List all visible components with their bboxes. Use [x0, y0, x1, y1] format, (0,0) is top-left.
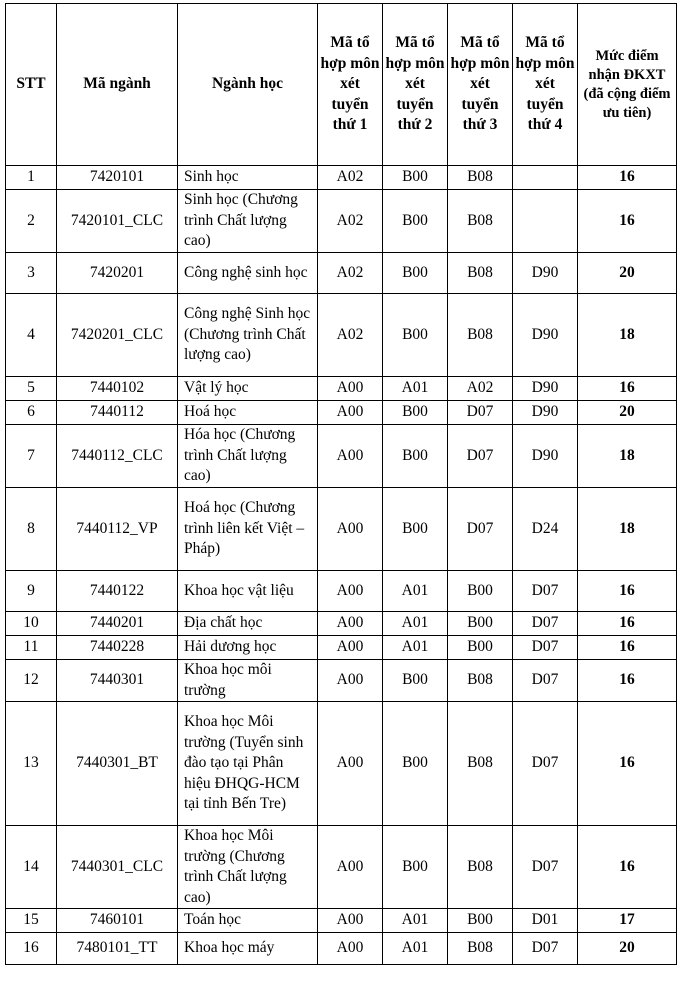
to-hop-3-cell: B08 [448, 660, 513, 702]
to-hop-1-cell: A00 [318, 702, 383, 826]
nganh-hoc-cell: Khoa học môi trường [178, 660, 318, 702]
table-row [6, 636, 677, 660]
muc-diem-cell: 16 [578, 612, 677, 636]
table-row [6, 488, 677, 571]
stt-cell: 8 [6, 488, 57, 571]
header-to-hop-2: Mã tổ hợp môn xét tuyển thứ 2 [383, 4, 448, 166]
ma-nganh-cell: 7420101_CLC [57, 190, 178, 253]
to-hop-3-cell: B08 [448, 253, 513, 294]
nganh-hoc-cell: Hoá học [178, 401, 318, 425]
nganh-hoc-cell: Vật lý học [178, 377, 318, 401]
to-hop-4-cell [513, 190, 578, 253]
table-row [6, 401, 677, 425]
to-hop-2-cell: B00 [383, 401, 448, 425]
to-hop-1-cell: A00 [318, 401, 383, 425]
to-hop-3-cell: A02 [448, 377, 513, 401]
to-hop-2-cell: B00 [383, 488, 448, 571]
to-hop-1-cell: A00 [318, 488, 383, 571]
ma-nganh-cell: 7460101 [57, 909, 178, 933]
stt-cell: 14 [6, 826, 57, 909]
stt-cell: 12 [6, 660, 57, 702]
ma-nganh-cell: 7440228 [57, 636, 178, 660]
to-hop-3-cell: B08 [448, 190, 513, 253]
ma-nganh-cell: 7440301 [57, 660, 178, 702]
to-hop-3-cell: B00 [448, 571, 513, 612]
header-row [6, 4, 677, 166]
nganh-hoc-cell: Hóa học (Chương trình Chất lượng cao) [178, 425, 318, 488]
to-hop-4-cell: D07 [513, 826, 578, 909]
to-hop-1-cell: A02 [318, 190, 383, 253]
ma-nganh-cell: 7420201_CLC [57, 294, 178, 377]
ma-nganh-cell: 7440301_CLC [57, 826, 178, 909]
nganh-hoc-cell: Sinh học [178, 166, 318, 190]
table-row [6, 826, 677, 909]
stt-cell: 9 [6, 571, 57, 612]
to-hop-1-cell: A00 [318, 425, 383, 488]
stt-cell: 6 [6, 401, 57, 425]
to-hop-4-cell: D07 [513, 571, 578, 612]
stt-cell: 13 [6, 702, 57, 826]
stt-cell: 16 [6, 933, 57, 965]
stt-cell: 10 [6, 612, 57, 636]
to-hop-2-cell: A01 [383, 612, 448, 636]
stt-cell: 3 [6, 253, 57, 294]
to-hop-3-cell: B08 [448, 166, 513, 190]
to-hop-1-cell: A00 [318, 636, 383, 660]
table-row [6, 377, 677, 401]
to-hop-4-cell: D90 [513, 401, 578, 425]
muc-diem-cell: 16 [578, 166, 677, 190]
ma-nganh-cell: 7440122 [57, 571, 178, 612]
to-hop-2-cell: B00 [383, 660, 448, 702]
to-hop-2-cell: A01 [383, 933, 448, 965]
stt-cell: 4 [6, 294, 57, 377]
nganh-hoc-cell: Khoa học Môi trường (Chương trình Chất lượng cao) [178, 826, 318, 909]
nganh-hoc-cell: Khoa học Môi trường (Tuyển sinh đào tạo tại Phân hiệu ĐHQG-HCM tại tỉnh Bến Tre) [178, 702, 318, 826]
to-hop-4-cell: D24 [513, 488, 578, 571]
table-row [6, 425, 677, 488]
to-hop-4-cell: D90 [513, 377, 578, 401]
to-hop-2-cell: A01 [383, 909, 448, 933]
muc-diem-cell: 16 [578, 190, 677, 253]
header-ma-nganh: Mã ngành [57, 4, 178, 166]
table-row [6, 166, 677, 190]
table-row [6, 660, 677, 702]
to-hop-4-cell: D90 [513, 425, 578, 488]
to-hop-2-cell: B00 [383, 425, 448, 488]
header-to-hop-4: Mã tổ hợp môn xét tuyển thứ 4 [513, 4, 578, 166]
nganh-hoc-cell: Sinh học (Chương trình Chất lượng cao) [178, 190, 318, 253]
to-hop-2-cell: A01 [383, 377, 448, 401]
to-hop-2-cell: B00 [383, 190, 448, 253]
ma-nganh-cell: 7420101 [57, 166, 178, 190]
table-row [6, 190, 677, 253]
stt-cell: 1 [6, 166, 57, 190]
to-hop-1-cell: A02 [318, 166, 383, 190]
table-row [6, 933, 677, 965]
ma-nganh-cell: 7440112_VP [57, 488, 178, 571]
ma-nganh-cell: 7440112 [57, 401, 178, 425]
table-row [6, 294, 677, 377]
header-stt: STT [6, 4, 57, 166]
nganh-hoc-cell: Khoa học máy [178, 933, 318, 965]
to-hop-1-cell: A02 [318, 294, 383, 377]
header-nganh-hoc: Ngành học [178, 4, 318, 166]
muc-diem-cell: 17 [578, 909, 677, 933]
to-hop-3-cell: B00 [448, 612, 513, 636]
muc-diem-cell: 16 [578, 660, 677, 702]
to-hop-4-cell: D07 [513, 660, 578, 702]
to-hop-2-cell: B00 [383, 702, 448, 826]
to-hop-3-cell: B08 [448, 933, 513, 965]
table-row [6, 253, 677, 294]
to-hop-2-cell: B00 [383, 826, 448, 909]
to-hop-1-cell: A00 [318, 660, 383, 702]
to-hop-1-cell: A00 [318, 377, 383, 401]
ma-nganh-cell: 7440112_CLC [57, 425, 178, 488]
nganh-hoc-cell: Toán học [178, 909, 318, 933]
ma-nganh-cell: 7440201 [57, 612, 178, 636]
to-hop-1-cell: A00 [318, 909, 383, 933]
muc-diem-cell: 16 [578, 571, 677, 612]
to-hop-1-cell: A00 [318, 933, 383, 965]
muc-diem-cell: 16 [578, 702, 677, 826]
to-hop-1-cell: A00 [318, 571, 383, 612]
to-hop-3-cell: D07 [448, 401, 513, 425]
to-hop-2-cell: A01 [383, 636, 448, 660]
to-hop-2-cell: A01 [383, 571, 448, 612]
table-body [6, 166, 677, 965]
stt-cell: 15 [6, 909, 57, 933]
ma-nganh-cell: 7440301_BT [57, 702, 178, 826]
muc-diem-cell: 18 [578, 425, 677, 488]
admission-table [5, 3, 677, 965]
to-hop-2-cell: B00 [383, 253, 448, 294]
muc-diem-cell: 18 [578, 294, 677, 377]
to-hop-1-cell: A00 [318, 826, 383, 909]
table-row [6, 909, 677, 933]
to-hop-3-cell: D07 [448, 488, 513, 571]
to-hop-1-cell: A02 [318, 253, 383, 294]
muc-diem-cell: 20 [578, 253, 677, 294]
nganh-hoc-cell: Địa chất học [178, 612, 318, 636]
muc-diem-cell: 16 [578, 377, 677, 401]
nganh-hoc-cell: Khoa học vật liệu [178, 571, 318, 612]
nganh-hoc-cell: Công nghệ sinh học [178, 253, 318, 294]
nganh-hoc-cell: Công nghệ Sinh học (Chương trình Chất lượng cao) [178, 294, 318, 377]
stt-cell: 7 [6, 425, 57, 488]
to-hop-3-cell: B08 [448, 294, 513, 377]
stt-cell: 5 [6, 377, 57, 401]
muc-diem-cell: 20 [578, 933, 677, 965]
to-hop-3-cell: B00 [448, 909, 513, 933]
to-hop-4-cell: D01 [513, 909, 578, 933]
stt-cell: 2 [6, 190, 57, 253]
to-hop-4-cell: D07 [513, 612, 578, 636]
to-hop-4-cell: D07 [513, 636, 578, 660]
table-row [6, 612, 677, 636]
nganh-hoc-cell: Hải dương học [178, 636, 318, 660]
to-hop-3-cell: D07 [448, 425, 513, 488]
header-muc-diem: Mức điểm nhận ĐKXT (đã cộng điểm ưu tiên) [578, 4, 677, 166]
to-hop-4-cell: D07 [513, 933, 578, 965]
to-hop-3-cell: B08 [448, 826, 513, 909]
to-hop-4-cell: D90 [513, 294, 578, 377]
muc-diem-cell: 20 [578, 401, 677, 425]
header-to-hop-3: Mã tổ hợp môn xét tuyển thứ 3 [448, 4, 513, 166]
to-hop-2-cell: B00 [383, 166, 448, 190]
to-hop-2-cell: B00 [383, 294, 448, 377]
muc-diem-cell: 18 [578, 488, 677, 571]
to-hop-4-cell [513, 166, 578, 190]
nganh-hoc-cell: Hoá học (Chương trình liên kết Việt – Pháp) [178, 488, 318, 571]
to-hop-4-cell: D90 [513, 253, 578, 294]
header-to-hop-1: Mã tổ hợp môn xét tuyển thứ 1 [318, 4, 383, 166]
muc-diem-cell: 16 [578, 826, 677, 909]
muc-diem-cell: 16 [578, 636, 677, 660]
table-row [6, 571, 677, 612]
ma-nganh-cell: 7480101_TT [57, 933, 178, 965]
table-row [6, 702, 677, 826]
to-hop-1-cell: A00 [318, 612, 383, 636]
ma-nganh-cell: 7420201 [57, 253, 178, 294]
ma-nganh-cell: 7440102 [57, 377, 178, 401]
stt-cell: 11 [6, 636, 57, 660]
to-hop-4-cell: D07 [513, 702, 578, 826]
to-hop-3-cell: B08 [448, 702, 513, 826]
to-hop-3-cell: B00 [448, 636, 513, 660]
